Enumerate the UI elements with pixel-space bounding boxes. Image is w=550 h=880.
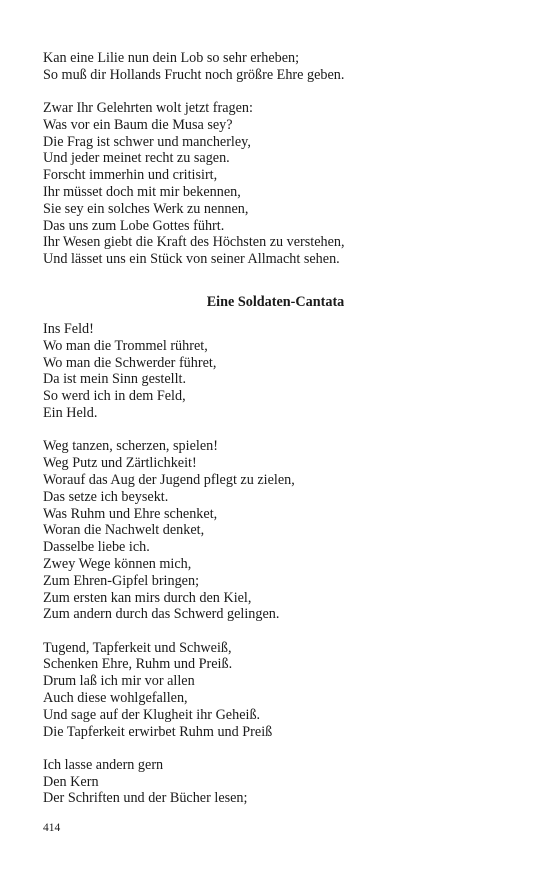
verse-line: Zum andern durch das Schwerd gelingen. bbox=[43, 606, 280, 623]
verse-line: Sie sey ein solches Werk zu nennen, bbox=[43, 200, 249, 217]
verse-line: So muß dir Hollands Frucht noch größre Ehre geben. bbox=[43, 66, 345, 83]
stanza-4 bbox=[43, 438, 513, 623]
page-body bbox=[43, 50, 513, 824]
verse-line: Wo man die Schwerder führet, bbox=[43, 354, 217, 371]
verse-line: Woran die Nachwelt denket, bbox=[43, 522, 205, 539]
verse-line: Dasselbe liebe ich. bbox=[43, 539, 150, 556]
verse-line: Drum laß ich mir vor allen bbox=[43, 673, 195, 690]
verse-line: Was Ruhm und Ehre schenket, bbox=[43, 505, 218, 522]
verse-line: Schenken Ehre, Ruhm und Preiß. bbox=[43, 656, 233, 673]
verse-line: Zwey Wege können mich, bbox=[43, 555, 192, 572]
verse-line: Das setze ich beysekt. bbox=[43, 488, 169, 505]
verse-line: Was vor ein Baum die Musa sey? bbox=[43, 116, 233, 133]
verse-line: Wo man die Trommel rühret, bbox=[43, 337, 208, 354]
verse-line: Forscht immerhin und critisirt, bbox=[43, 167, 218, 184]
verse-line: Den Kern bbox=[43, 773, 99, 790]
verse-line: Und lässet uns ein Stück von seiner Allmacht sehen. bbox=[43, 251, 340, 268]
verse-line: Ihr Wesen giebt die Kraft des Höchsten zu verstehen, bbox=[43, 234, 345, 251]
verse-line: Ins Feld! bbox=[43, 321, 94, 338]
verse-line: Ich lasse andern gern bbox=[43, 756, 164, 773]
verse-line: Zum ersten kan mirs durch den Kiel, bbox=[43, 589, 252, 606]
verse-line: Auch diese wohlgefallen, bbox=[43, 690, 188, 706]
verse-line: Ein Held. bbox=[43, 405, 98, 422]
verse-line: Ihr müsset doch mit mir bekennen, bbox=[43, 184, 241, 201]
stanza-2 bbox=[43, 100, 513, 268]
page-number: 414 bbox=[43, 822, 61, 834]
verse-line: Die Tapferkeit erwirbet Ruhm und Preiß bbox=[43, 723, 273, 740]
poem-title: Eine Soldaten-Cantata bbox=[206, 294, 345, 311]
stanza-1 bbox=[43, 50, 513, 84]
verse-line: Kan eine Lilie nun dein Lob so sehr erheben; bbox=[43, 50, 300, 66]
verse-line: So werd ich in dem Feld, bbox=[43, 388, 186, 405]
verse-line: Und sage auf der Klugheit ihr Geheiß. bbox=[43, 706, 261, 723]
verse-line: Der Schriften und der Bücher lesen; bbox=[43, 790, 248, 807]
verse-line: Zwar Ihr Gelehrten wolt jetzt fragen: bbox=[43, 100, 253, 117]
verse-line: Tugend, Tapferkeit und Schweiß, bbox=[43, 639, 232, 656]
verse-line: Worauf das Aug der Jugend pflegt zu zielen, bbox=[43, 471, 295, 488]
verse-line: Weg tanzen, scherzen, spielen! bbox=[43, 438, 218, 455]
verse-line: Die Frag ist schwer und mancherley, bbox=[43, 133, 251, 150]
verse-line: Und jeder meinet recht zu sagen. bbox=[43, 150, 230, 167]
verse-line: Zum Ehren-Gipfel bringen; bbox=[43, 572, 200, 589]
verse-line: Weg Putz und Zärtlichkeit! bbox=[43, 455, 197, 472]
stanza-3 bbox=[43, 321, 513, 422]
stanza-6 bbox=[43, 757, 513, 807]
verse-line: Das uns zum Lobe Gottes führt. bbox=[43, 217, 225, 234]
verse-line: Da ist mein Sinn gestellt. bbox=[43, 371, 187, 388]
stanza-5 bbox=[43, 640, 513, 741]
